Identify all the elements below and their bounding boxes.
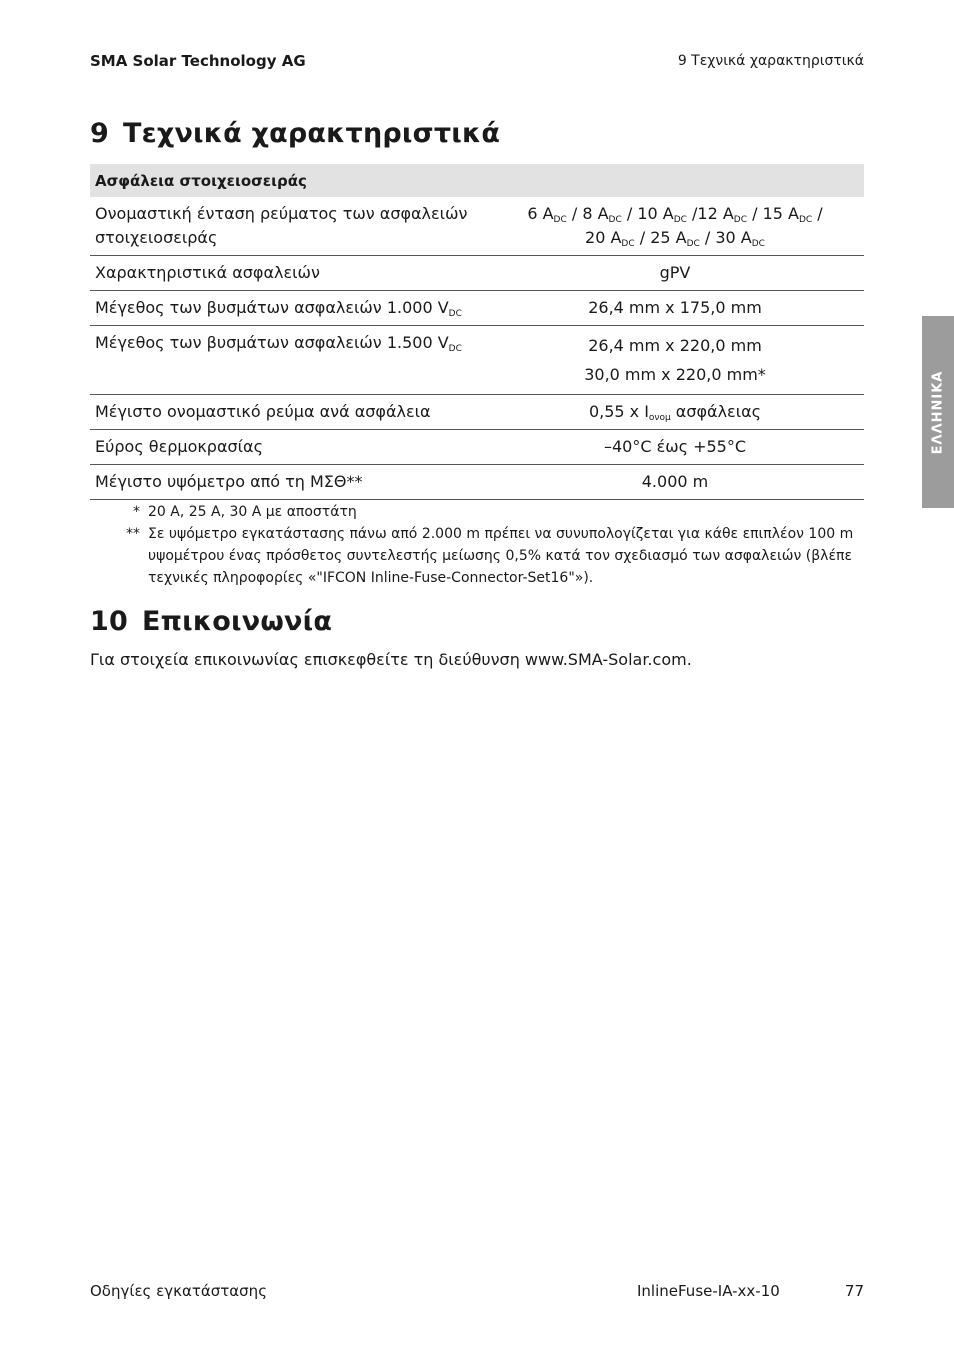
row-label: Εύρος θερμοκρασίας [90,430,486,465]
current-value: 8 A [582,204,609,223]
current-unit-sub: DC [673,215,687,225]
current-value: 15 A [762,204,799,223]
section-10-title: Επικοινωνία [141,606,333,637]
header-chapter: 9 Τεχνικά χαρακτηριστικά [677,53,864,69]
table-row [90,326,864,395]
row-label: Μέγιστο ονομαστικό ρεύμα ανά ασφάλεια [90,395,486,430]
row-value: 26,4 mm x 220,0 mm [588,336,762,355]
footnote-mark: ** [126,526,140,542]
current-unit-sub: DC [608,215,622,225]
section-10-number: 10 [90,606,128,637]
current-unit-sub: DC [621,239,635,249]
row-label: Μέγεθος των βυσμάτων ασφαλειών 1.500 V [95,333,449,352]
language-side-tab [922,316,954,508]
current-value: 6 A [527,204,554,223]
row-value: 4.000 m [486,465,864,500]
section-9-number: 9 [90,118,109,149]
footnote [90,501,864,523]
row-value: gPV [486,256,864,291]
current-unit-sub: DC [553,215,567,225]
table-row [90,197,864,256]
current-value: 12 A [697,204,734,223]
row-label-sub: DC [448,344,462,354]
current-value: 20 A [585,228,622,247]
table-row [90,256,864,291]
row-value-sub: ονομ [648,413,671,423]
table-row [90,465,864,500]
row-label-sub: DC [448,309,462,319]
section-10-heading [90,606,332,637]
current-value: 25 A [650,228,687,247]
current-unit-sub: DC [751,239,765,249]
header-company: SMA Solar Technology AG [90,52,306,70]
footnote-text: Σε υψόμετρο εγκατάστασης πάνω από 2.000 m πρέπει να συνυπολογίζεται για κάθε επιπλέον 100 m υψομέτρου ένας πρόσθετος συντελεστής μείωσης 0,5% κατά τον σχεδιασμό των ασφαλειών (βλέπε τεχνικές πληροφορίες «"IFCON Inline-Fuse-Connector-Set16"»). [148,526,854,586]
row-label-cell [90,291,486,326]
footer-doc-type: Οδηγίες εγκατάστασης [90,1282,267,1300]
row-value-alt: 30,0 mm x 220,0 mm* [584,365,766,384]
fuse-spec-table [90,164,864,500]
row-value: 0,55 x I [588,402,649,421]
footnote-text: 20 A, 25 A, 30 A με αποστάτη [148,504,357,520]
table-row [90,291,864,326]
table-row [90,395,864,430]
current-unit-sub: DC [733,215,748,225]
row-label-cell [90,326,486,395]
page-number: 77 [844,1282,864,1300]
current-unit-sub: DC [686,239,700,249]
row-label: Μέγιστο υψόμετρο από τη ΜΣΘ** [90,465,486,500]
footnote [90,523,864,589]
footer-doc-code: InlineFuse-IA-xx-10 [637,1282,780,1300]
table-header-row [90,164,864,197]
row-value-suffix: ασφάλειας [670,402,762,421]
section-9-title: Τεχνικά χαρακτηριστικά [123,118,501,149]
row-label: Χαρακτηριστικά ασφαλειών [90,256,486,291]
section-9-heading [90,118,500,149]
row-value: –40°C έως +55°C [486,430,864,465]
table-row [90,430,864,465]
row-label: Ονομαστική ένταση ρεύματος των ασφαλειών στοιχειοσειράς [90,197,486,256]
table-heading: Ασφάλεια στοιχειοσειράς [90,164,864,197]
row-value-cell [486,395,864,430]
row-value-cell [486,326,864,395]
language-label: ΕΛΛΗΝΙΚΑ [930,370,946,454]
contact-text: Για στοιχεία επικοινωνίας επισκεφθείτε τη διεύθυνση www.SMA-Solar.com. [90,650,692,669]
row-label: Μέγεθος των βυσμάτων ασφαλειών 1.000 V [95,298,449,317]
row-value-currents: 6 $A_{DC} / 8$ $A_{DC} / 10$ $A_{DC}$ /12 $A_{DC} / 15$ $A_{DC}$ / 20 $A_{DC} / 25$ $A_{DC} / 30$ $A_{DC}$ [486,197,864,256]
row-value: 26,4 mm x 175,0 mm [486,291,864,326]
current-value: 30 A [715,228,752,247]
current-value: 10 A [637,204,674,223]
current-unit-sub: DC [798,215,813,225]
footnote-mark: * [133,504,140,520]
footnotes [90,501,864,589]
